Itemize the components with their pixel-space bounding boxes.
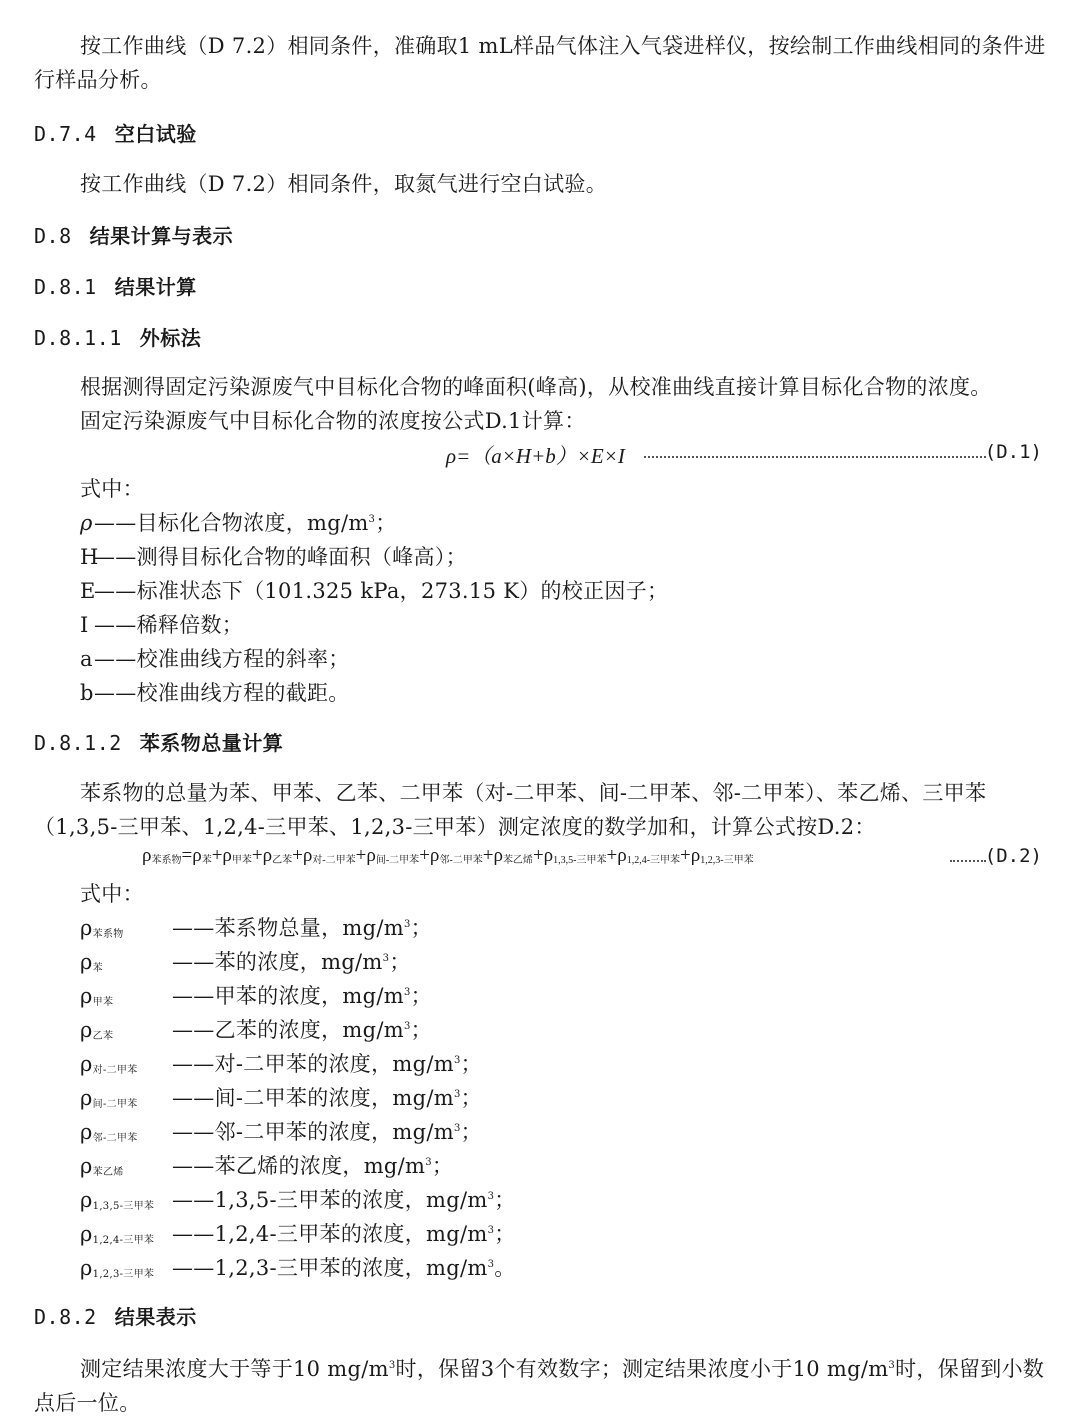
formula-subscript: 对-二甲苯 [312, 855, 356, 866]
variable-description: ——苯系物总量，mg/m [172, 916, 404, 940]
variable-definition [80, 1184, 516, 1214]
paragraph-text: 按工作曲线（D 7.2）相同条件，准确取1 mL样品气体注入气袋进样仪，按绘制工作曲线相同的条件进行样品分析。 [34, 34, 1046, 92]
punctuation: ； [410, 1018, 432, 1042]
superscript: 3 [888, 1360, 896, 1371]
variable-symbol: I [80, 613, 89, 637]
heading-d74 [34, 118, 197, 147]
punctuation: ； [410, 916, 432, 940]
variable-subscript: 甲苯 [92, 997, 114, 1008]
superscript: 3 [487, 1225, 495, 1236]
variable-symbol: H [80, 545, 99, 569]
paragraph-text: 时，保留到小数点后一位。 [34, 1357, 1045, 1415]
variable-symbol [80, 1052, 172, 1076]
variable-subscript: 苯 [92, 963, 103, 974]
formula-subscript: 乙苯 [272, 855, 293, 866]
variable-definition [80, 1014, 432, 1044]
variable-definition [80, 575, 668, 605]
superscript: 3 [403, 919, 411, 930]
variable-subscript: 乙苯 [92, 1031, 114, 1042]
variable-description: ——校准曲线方程的截距。 [94, 681, 350, 705]
formula-subscript: 间-二甲苯 [375, 855, 420, 866]
variable-definition [80, 1082, 482, 1112]
variable-description: ——甲苯的浓度，mg/m [172, 984, 404, 1008]
heading-d811 [34, 322, 201, 351]
formula-operator: + [251, 845, 263, 866]
superscript: 3 [388, 1360, 396, 1371]
variable-rho: ρ [80, 1052, 93, 1076]
variable-definition [80, 1048, 482, 1078]
variable-rho: ρ [80, 1222, 93, 1246]
formula-text: ρ=（a×H+b）×E×I [446, 444, 625, 468]
variable-description: ——1,3,5-三甲苯的浓度，mg/m [172, 1188, 488, 1212]
punctuation: ； [460, 1052, 482, 1076]
punctuation: ； [494, 1222, 516, 1246]
variable-rho: ρ [80, 1256, 93, 1280]
heading-number: D.8.1 [34, 275, 97, 299]
variable-subscript: 苯乙烯 [92, 1167, 124, 1178]
variable-symbol [80, 916, 172, 940]
formula-operator: = [181, 845, 193, 866]
variable-definition [80, 912, 432, 942]
variable-definition [80, 507, 397, 537]
superscript: 3 [382, 953, 390, 964]
paragraph-text: 测定结果浓度大于等于10 mg/m [80, 1357, 389, 1381]
formula-rho: ρ [192, 845, 202, 866]
paragraph-formula-intro [34, 404, 1046, 438]
paragraph-external-standard [34, 370, 1046, 404]
formula-subscript: 1,2,3-三甲苯 [700, 855, 754, 866]
variable-symbol [80, 1256, 172, 1280]
variable-rho: ρ [80, 916, 93, 940]
variable-description: ——1,2,3-三甲苯的浓度，mg/m [172, 1256, 488, 1280]
variable-definition [80, 946, 411, 976]
formula-operator: + [532, 845, 544, 866]
punctuation: ； [460, 1086, 482, 1110]
variable-symbol [80, 1188, 172, 1212]
variable-definition [80, 677, 350, 707]
variable-description: ——苯乙烯的浓度，mg/m [172, 1154, 426, 1178]
variable-description: ——苯的浓度，mg/m [172, 950, 383, 974]
punctuation: ； [494, 1188, 516, 1212]
paragraph-result-expression [34, 1349, 1046, 1420]
variable-rho: ρ [80, 950, 93, 974]
formula-operator: + [606, 845, 618, 866]
punctuation: ； [431, 1154, 454, 1178]
variable-rho: ρ [80, 1018, 93, 1042]
heading-title: 结果计算 [114, 275, 197, 299]
superscript: 3 [403, 987, 411, 998]
variable-symbol [80, 950, 172, 974]
formula-subscript: 苯 [201, 855, 212, 866]
superscript: 3 [487, 1259, 495, 1270]
heading-title: 结果计算与表示 [89, 224, 234, 248]
formula-operator: + [419, 845, 430, 866]
superscript: 3 [453, 1089, 461, 1100]
heading-title: 苯系物总量计算 [139, 731, 284, 755]
formula-number: (D.2) [984, 845, 1042, 867]
variable-description: ——间-二甲苯的浓度，mg/m [172, 1086, 454, 1110]
variable-description: ——乙苯的浓度，mg/m [172, 1018, 404, 1042]
heading-title: 外标法 [139, 326, 202, 350]
variable-subscript: 邻-二甲苯 [92, 1133, 138, 1144]
formula-subscript: 1,3,5-三甲苯 [553, 855, 607, 866]
superscript: 3 [403, 1021, 411, 1032]
punctuation: ； [389, 950, 411, 974]
formula-d1 [446, 440, 625, 470]
formula-subscript: 1,2,4-三甲苯 [626, 855, 681, 866]
variable-rho: ρ [80, 1154, 93, 1178]
paragraph-text: 固定污染源废气中目标化合物的浓度按公式D.1计算： [80, 409, 586, 433]
variable-definition [80, 541, 467, 571]
heading-title: 结果表示 [114, 1305, 197, 1329]
heading-number: D.8.1.1 [34, 326, 122, 350]
punctuation: ； [460, 1120, 482, 1144]
variable-symbol [80, 984, 172, 1008]
heading-d812 [34, 727, 283, 756]
formula-operator: + [482, 845, 494, 866]
formula-rho: ρ [222, 845, 232, 866]
variable-symbol [80, 1086, 172, 1110]
formula-rho: ρ [366, 845, 376, 866]
heading-number: D.8.2 [34, 1305, 97, 1329]
variable-subscript: 苯系物 [92, 929, 124, 940]
paragraph-text: 苯系物的总量为苯、甲苯、乙苯、二甲苯（对-二甲苯、间-二甲苯、邻-二甲苯）、苯乙烯、三甲苯（1,3,5-三甲苯、1,2,4-三甲苯、1,2,3-三甲苯）测定浓度的数学加和，计算公式按D.2： [34, 781, 987, 839]
variable-definition [80, 980, 432, 1010]
formula-subscript: 邻-二甲苯 [439, 855, 483, 866]
formula-subscript: 苯乙烯 [502, 855, 533, 866]
paragraph-blank-test [34, 167, 1046, 201]
formula-rho: ρ [142, 845, 152, 866]
formula-operator: + [680, 845, 691, 866]
heading-d82 [34, 1301, 197, 1330]
formula-operator: + [211, 845, 223, 866]
variable-symbol [80, 1154, 172, 1178]
paragraph-text: 时，保留3个有效数字；测定结果浓度小于10 mg/m [395, 1357, 889, 1381]
variable-definition [80, 643, 350, 673]
superscript: 3 [453, 1055, 461, 1066]
variable-definition [80, 1252, 516, 1282]
variable-description: ——邻-二甲苯的浓度，mg/m [172, 1120, 454, 1144]
heading-d81 [34, 271, 197, 300]
variable-symbol: b [80, 681, 94, 705]
formula-rho: ρ [262, 845, 273, 866]
variable-subscript: 1,3,5-三甲苯 [92, 1201, 155, 1212]
variable-definition [80, 1116, 482, 1146]
superscript: 3 [425, 1157, 432, 1168]
variable-symbol: ρ [80, 511, 93, 535]
variable-rho: ρ [80, 1086, 93, 1110]
formula-rho: ρ [493, 845, 503, 866]
variable-symbol [80, 1120, 172, 1144]
variable-rho: ρ [80, 984, 93, 1008]
variable-definition [80, 1218, 516, 1248]
punctuation: 。 [494, 1256, 516, 1280]
formula-operator: + [355, 845, 367, 866]
formula-leader-dots [644, 456, 986, 458]
formula-operator: + [292, 845, 303, 866]
formula-d2 [142, 845, 754, 867]
superscript: 3 [368, 514, 376, 525]
punctuation: ； [375, 511, 397, 535]
superscript: 3 [453, 1123, 461, 1134]
variable-symbol: E [80, 579, 96, 603]
variable-description: ——对-二甲苯的浓度，mg/m [172, 1052, 454, 1076]
heading-number: D.7.4 [34, 122, 97, 146]
where-label: 式中： [80, 882, 144, 906]
heading-title: 空白试验 [114, 122, 197, 146]
paragraph-text: 按工作曲线（D 7.2）相同条件，取氮气进行空白试验。 [80, 172, 608, 196]
heading-number: D.8 [34, 224, 72, 248]
variable-description: ——校准曲线方程的斜率； [94, 647, 350, 671]
formula-rho: ρ [617, 845, 627, 866]
heading-number: D.8.1.2 [34, 731, 122, 755]
variable-subscript: 间-二甲苯 [92, 1099, 138, 1110]
variable-subscript: 对-二甲苯 [92, 1065, 138, 1076]
variable-definition [80, 1150, 453, 1180]
variable-description: ——标准状态下（101.325 kPa，273.15 K）的校正因子； [94, 579, 669, 603]
variable-symbol [80, 1222, 172, 1246]
formula-subscript: 苯系物 [151, 855, 182, 866]
variable-description: ——稀释倍数； [94, 613, 244, 637]
variable-description: ——测得目标化合物的峰面积（峰高）； [94, 545, 467, 569]
variable-symbol: a [80, 647, 93, 671]
heading-d8 [34, 220, 233, 249]
formula-rho: ρ [429, 845, 440, 866]
variable-subscript: 1,2,3-三甲苯 [92, 1269, 155, 1280]
paragraph-btex-total [34, 776, 1046, 844]
variable-subscript: 1,2,4-三甲苯 [92, 1235, 155, 1246]
formula-number: (D.1) [984, 441, 1042, 463]
formula-leader-dots [950, 860, 986, 862]
variable-definition [80, 609, 243, 639]
formula-rho: ρ [690, 845, 701, 866]
punctuation: ； [410, 984, 432, 1008]
where-label: 式中： [80, 477, 144, 501]
formula-rho: ρ [543, 845, 554, 866]
variable-rho: ρ [80, 1188, 93, 1212]
variable-rho: ρ [80, 1120, 93, 1144]
variable-symbol [80, 1018, 172, 1042]
formula-subscript: 甲苯 [231, 855, 252, 866]
variable-description: ——目标化合物浓度，mg/m [94, 511, 369, 535]
paragraph-sample-analysis [34, 29, 1046, 97]
superscript: 3 [487, 1191, 495, 1202]
variable-description: ——1,2,4-三甲苯的浓度，mg/m [172, 1222, 488, 1246]
paragraph-text: 根据测得固定污染源废气中目标化合物的峰面积(峰高)，从校准曲线直接计算目标化合物的浓度。 [80, 375, 992, 399]
formula-rho: ρ [302, 845, 313, 866]
